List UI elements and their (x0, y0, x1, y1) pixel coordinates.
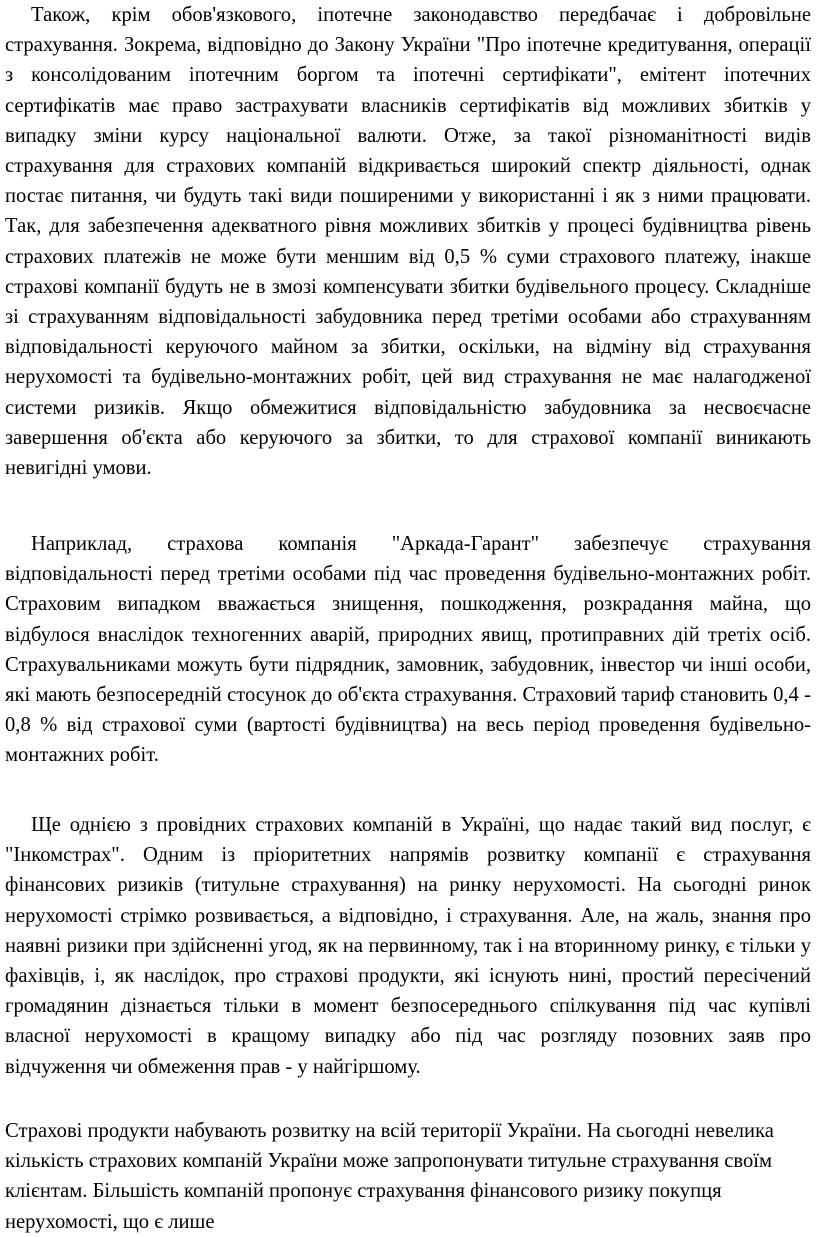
paragraph-1: Також, крім обов'язкового, іпотечне законодавство передбачає і добровільне страхування. Зокрема, відповідно до Закону України "Про іпотечне кредитування, операції з консолідованим іпотечним боргом та іпотечні сертифікати", емітент іпотечних сертифікатів має право застрахувати власників сертифікатів від можливих збитків у випадку зміни курсу національної валюти. Отже, за такої різноманітності видів страхування для страхових компаній відкривається широкий спектр діяльності, однак постає питання, чи будуть такі види поширеними у використанні і як з ними працювати. Так, для забезпечення адекватного рівня можливих збитків у процесі будівництва рівень страхових платежів не може бути меншим від 0,5 % суми страхового платежу, інакше страхові компанії будуть не в змозі компенсувати збитки будівельного процесу. Складніше зі страхуванням відповідальності забудовника перед третіми особами або страхуванням відповідальності керуючого майном за збитки, оскільки, на відміну від страхування нерухомості та будівельно-монтажних робіт, цей вид страхування не має налагодженої системи ризиків. Якщо обмежитися відповідальністю забудовника за несвоєчасне завершення об'єкта або керуючого за збитки, то для страхової компанії виникають невигідні умови. (5, 4, 811, 480)
paragraph-2: Наприклад, страхова компанія "Аркада-Гарант" забезпечує страхування відповідальності перед третіми особами під час проведення будівельно-монтажних робіт. Страховим випадком вважається знищення, пошкодження, розкрадання майна, що відбулося внаслідок техногенних аварій, природних явищ, протиправних дій третіх осіб. Страхувальниками можуть бути підрядник, замовник, забудовник, інвестор чи інші особи, які мають безпосередній стосунок до об'єкта страхування. Страховий тариф становить 0,4 - 0,8 % від страхової суми (вартості будівництва) на весь період проведення будівельно-монтажних робіт. (5, 533, 811, 767)
paragraph-4: Страхові продукти набувають розвитку на всій території України. На сьогодні невелика кількість страхових компаній України може запропонувати титульне страхування своїм клієнтам. Більшість компаній пропонує страхування фінансового ризику покупця нерухомості, що є лише (5, 1120, 774, 1233)
paragraph-3: Ще однією з провідних страхових компаній в Україні, що надає такий вид послуг, є "Інкомстрах". Одним із пріоритетних напрямів розвитку компанії є страхування фінансових ризиків (титульне страхування) на ринку нерухомості. На сьогодні ринок нерухомості стрімко розвивається, а відповідно, і страхування. Але, на жаль, знання про наявні ризики при здійсненні угод, як на первинному, так і на вторинному ринку, є тільки у фахівців, і, як наслідок, про страхові продукти, які існують нині, простий пересічений громадянин дізнається тільки в момент безпосереднього спілкування під час купівлі власної нерухомості в кращому випадку або під час розгляду позовних заяв про відчуження чи обмеження прав - у найгіршому. (5, 814, 811, 1078)
